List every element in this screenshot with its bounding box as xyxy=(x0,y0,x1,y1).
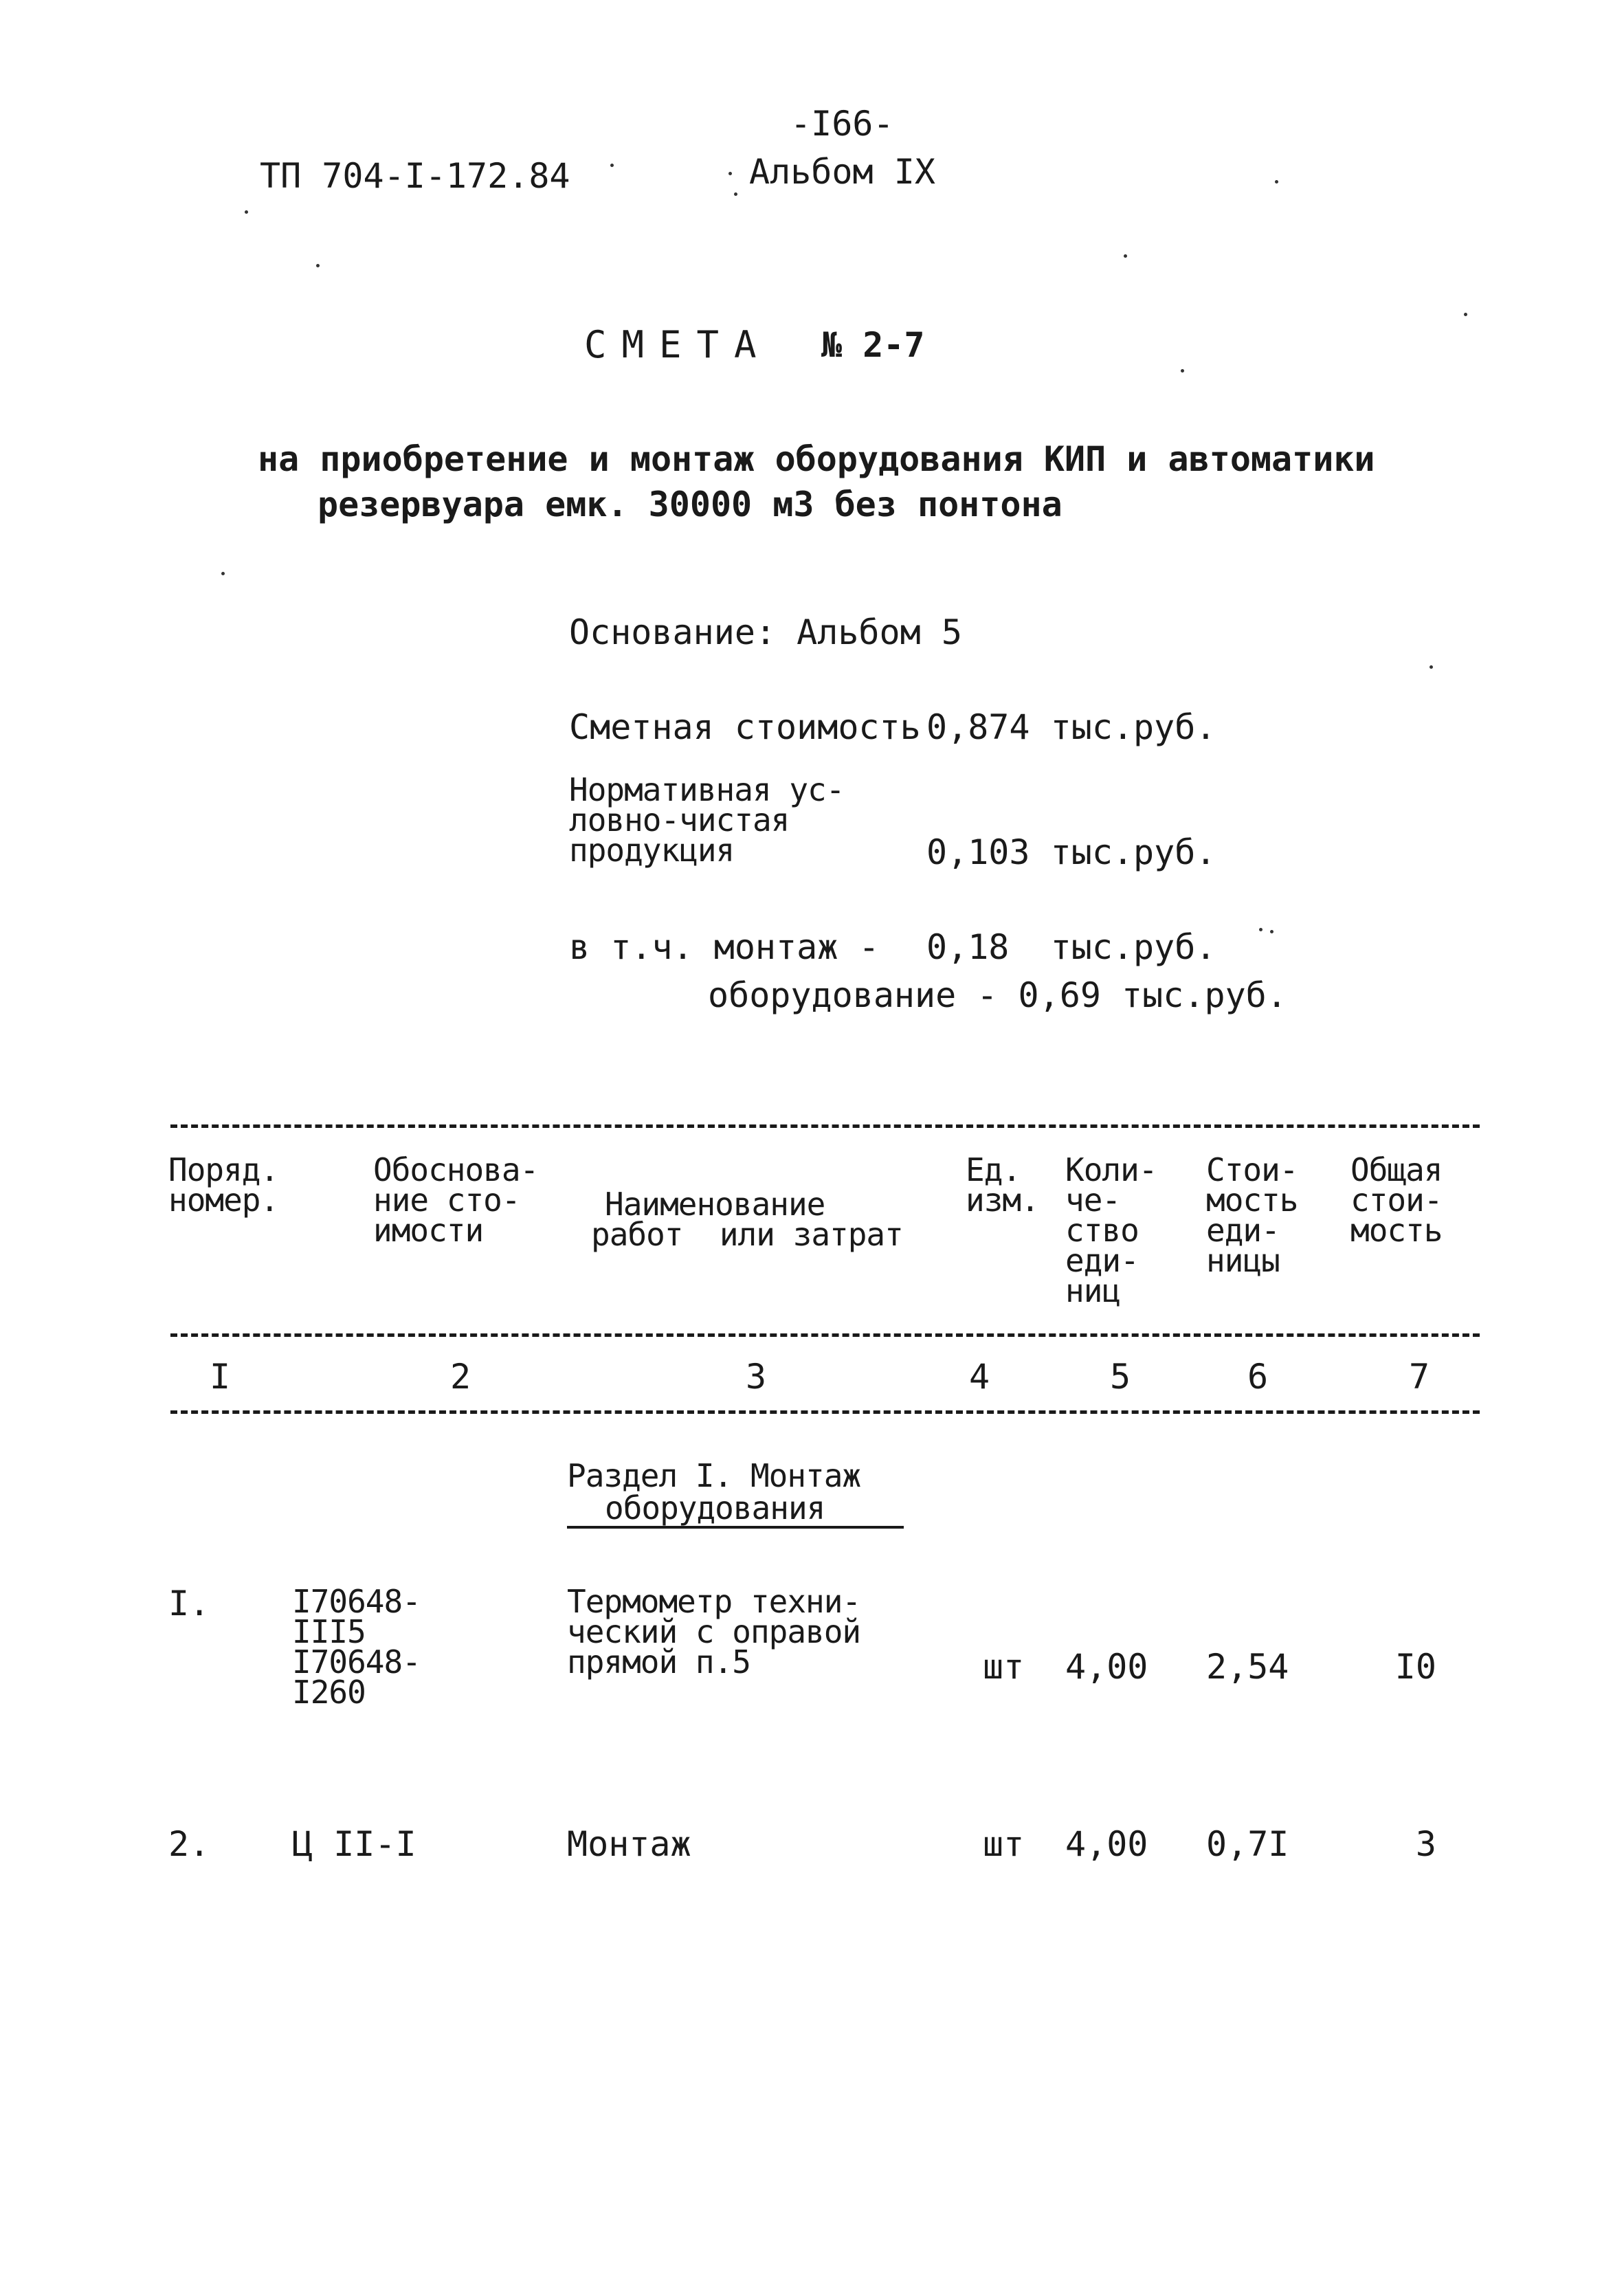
table-top-rule xyxy=(170,1124,1480,1128)
document-code: ТП 704-I-172.84 xyxy=(260,156,570,196)
row1-number: I. xyxy=(168,1584,210,1623)
section-heading-line2: оборудования xyxy=(605,1489,825,1527)
row1-unit: шт xyxy=(983,1647,1025,1687)
table-header-rule xyxy=(170,1333,1480,1337)
header-col2-line2: ние сто- xyxy=(373,1182,520,1219)
scan-speck xyxy=(1464,313,1467,316)
header-col1-line1: Поряд. xyxy=(168,1151,279,1188)
including-value: 0,18 тыс.руб. xyxy=(926,927,1216,967)
estimated-cost-label: Сметная стоимость xyxy=(569,707,921,747)
estimate-title: СМЕТА xyxy=(584,323,772,366)
header-col5-line2: че- xyxy=(1065,1182,1121,1219)
header-col5-line3: ство xyxy=(1065,1212,1139,1249)
scan-speck xyxy=(1181,369,1184,373)
table-column-number-rule xyxy=(170,1410,1480,1414)
scan-speck xyxy=(610,164,614,167)
row1-unit-cost: 2,54 xyxy=(1206,1647,1289,1687)
column-number-7: 7 xyxy=(1408,1357,1430,1397)
header-col7-line3: мость xyxy=(1350,1212,1443,1249)
estimate-number: № 2-7 xyxy=(821,325,925,365)
header-col3-line1: Наименование xyxy=(605,1186,825,1223)
row2-unit: шт xyxy=(983,1824,1025,1864)
row1-quantity: 4,00 xyxy=(1065,1647,1148,1687)
scan-speck xyxy=(245,210,248,214)
row1-basis-line4: I260 xyxy=(292,1674,366,1711)
header-col4-line2: изм. xyxy=(966,1182,1039,1219)
row2-quantity: 4,00 xyxy=(1065,1824,1148,1864)
scan-speck xyxy=(1124,254,1127,258)
header-col3-line2: работ или затрат xyxy=(591,1216,903,1253)
scan-speck xyxy=(1430,665,1433,669)
row1-basis-line1: I70648- xyxy=(292,1583,421,1620)
scan-speck xyxy=(734,192,737,196)
header-col5-line4: еди- xyxy=(1065,1242,1139,1279)
row2-basis: Ц II-I xyxy=(292,1824,416,1864)
scan-speck xyxy=(221,572,225,575)
scan-speck xyxy=(1270,930,1273,933)
header-col4-line1: Ед. xyxy=(966,1151,1021,1188)
estimate-subtitle-line1: на приобретение и монтаж оборудования КИП и автоматики xyxy=(258,439,1375,479)
row2-total: 3 xyxy=(1415,1824,1436,1864)
normative-value: 0,103 тыс.руб. xyxy=(926,832,1216,872)
header-col6-line3: еди- xyxy=(1206,1212,1280,1249)
page-number: -I66- xyxy=(790,104,894,144)
column-number-5: 5 xyxy=(1109,1357,1131,1397)
column-number-2: 2 xyxy=(449,1357,471,1397)
row1-total: I0 xyxy=(1394,1647,1436,1687)
section-heading-underline xyxy=(567,1526,904,1529)
header-col2-line1: Обоснова- xyxy=(373,1151,539,1188)
scan-speck xyxy=(728,172,732,175)
scan-speck xyxy=(1275,180,1278,184)
column-number-3: 3 xyxy=(745,1357,767,1397)
scan-speck xyxy=(316,264,320,267)
basis-line: Основание: Альбом 5 xyxy=(569,612,962,652)
header-col6-line1: Стои- xyxy=(1206,1151,1298,1188)
row2-unit-cost: 0,7I xyxy=(1206,1824,1289,1864)
normative-label-line2: ловно-чистая xyxy=(569,801,790,839)
row1-name-line2: ческий с оправой xyxy=(567,1613,861,1650)
header-col1-line2: номер. xyxy=(168,1182,279,1219)
row1-basis-line3: I70648- xyxy=(292,1643,421,1681)
row1-basis-line2: III5 xyxy=(292,1613,366,1650)
scan-speck xyxy=(1259,928,1263,931)
normative-label-line3: продукция xyxy=(569,832,735,869)
header-col7-line1: Общая xyxy=(1350,1151,1443,1188)
estimate-subtitle-line2: резервуара емк. 30000 м3 без понтона xyxy=(318,485,1063,524)
album-label: Альбом IX xyxy=(749,152,935,192)
row2-name: Монтаж xyxy=(567,1824,691,1864)
column-number-1: I xyxy=(209,1357,231,1397)
header-col5-line1: Коли- xyxy=(1065,1151,1157,1188)
column-number-6: 6 xyxy=(1247,1357,1269,1397)
normative-label-line1: Нормативная ус- xyxy=(569,771,845,808)
estimated-cost-value: 0,874 тыс.руб. xyxy=(926,707,1216,747)
header-col6-line4: ницы xyxy=(1206,1242,1280,1279)
column-number-4: 4 xyxy=(968,1357,990,1397)
header-col2-line3: имости xyxy=(373,1212,484,1249)
row2-number: 2. xyxy=(168,1824,210,1864)
header-col7-line2: стои- xyxy=(1350,1182,1443,1219)
section-heading-line1: Раздел I. Монтаж xyxy=(567,1457,861,1494)
header-col5-line5: ниц xyxy=(1065,1272,1121,1309)
including-label: в т.ч. монтаж - xyxy=(569,927,880,967)
row1-name-line1: Термометр техни- xyxy=(567,1583,861,1620)
row1-name-line3: прямой п.5 xyxy=(567,1643,750,1681)
header-col6-line2: мость xyxy=(1206,1182,1298,1219)
equipment-line: оборудование - 0,69 тыс.руб. xyxy=(708,975,1287,1015)
